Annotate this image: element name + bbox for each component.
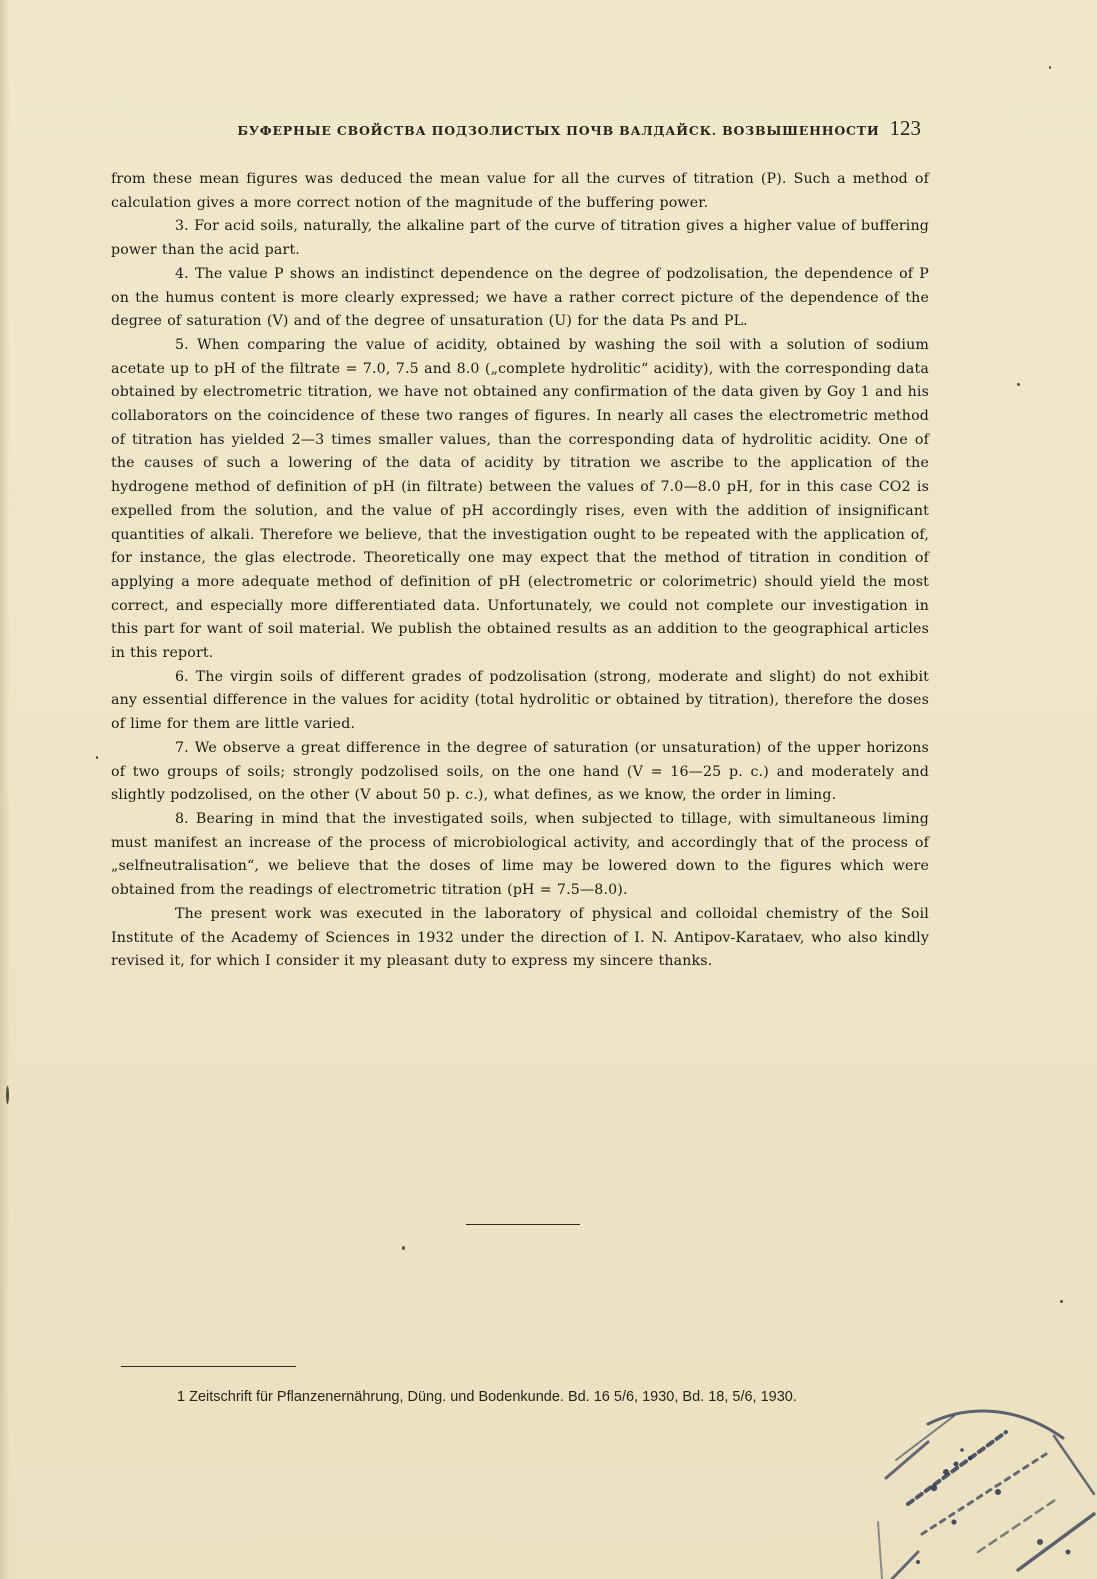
stamp-ink bbox=[878, 1411, 1094, 1579]
library-stamp bbox=[858, 1402, 1097, 1579]
footnote-rule bbox=[121, 1366, 296, 1367]
paper-speck bbox=[96, 756, 98, 759]
paper-speck bbox=[6, 1086, 9, 1104]
running-title: БУФЕРНЫЕ СВОЙСТВА ПОДЗОЛИСТЫХ ПОЧВ ВАЛДАЙСК. ВОЗВЫШЕННОСТИ bbox=[237, 123, 880, 138]
paper-speck bbox=[1017, 383, 1020, 386]
body-text bbox=[111, 168, 929, 974]
page-number: 123 bbox=[889, 116, 921, 140]
paragraph-continuation: from these mean figures was deduced the mean value for all the curves of titration (P). Such a method of calculation gives a more correct notion of the magnitude of the buffering power. bbox=[111, 171, 929, 211]
page-edge-shadow bbox=[0, 0, 10, 1579]
running-header bbox=[151, 116, 921, 142]
paragraph-point-6: 6. The virgin soils of different grades of podzolisation (strong, moderate and slight) do not exhibit any essential difference in the values for acidity (total hydrolitic or obtained by titration), therefore the doses of lime for them are little varied. bbox=[111, 668, 929, 733]
closing-rule bbox=[466, 1224, 580, 1225]
paper-speck bbox=[402, 1246, 405, 1250]
paragraph-point-5: 5. When comparing the value of acidity, obtained by washing the soil with a solution of sodium acetate up to pH of the filtrate = 7.0, 7.5 and 8.0 („complete hydrolitic“ acidity), with the corresponding data obtained by electrometric titration, we have not obtained any confirmation of the data given by Goy 1 and his collaborators on the coincidence of these two ranges of figures. In nearly all cases the electrometric method of titration has yielded 2—3 times smaller values, than the corresponding data of hydrolitic acidity. One of the causes of such a lowering of the data of acidity by titration we ascribe to the application of the hydrogene method of definition of pH (in filtrate) between the values of 7.0—8.0 pH, for in this case CO2 is expelled from the solution, and the value of pH accordingly rises, even with the addition of insignificant quantities of alkali. Therefore we believe, that the investigation ought to be repeated with the application of, for instance, the glas electrode. Theoretically one may expect that the method of titration in condition of applying a more adequate method of definition of pH (electrometric or colorimetric) should yield the most correct, and especially more differentiated data. Unfortunately, we could not complete our investigation in this part for want of soil material. We publish the obtained results as an addition to the geographical articles in this report. bbox=[111, 336, 929, 662]
paper-speck bbox=[1060, 1300, 1063, 1303]
paragraph-point-3: 3. For acid soils, naturally, the alkaline part of the curve of titration gives a higher value of buffering power than the acid part. bbox=[111, 218, 929, 259]
paper-speck bbox=[1049, 66, 1051, 69]
paragraph-acknowledgement: The present work was executed in the laboratory of physical and colloidal chemistry of the Soil Institute of the Academy of Sciences in 1932 under the direction of I. N. Antipov-Karataev, who also kindly revised it, for which I consider it my pleasant duty to express my sincere thanks. bbox=[111, 905, 929, 970]
paragraph-point-4: 4. The value P shows an indistinct dependence on the degree of podzolisation, the dependence of P on the humus content is more clearly expressed; we have a rather correct picture of the dependence of the degree of saturation (V) and of the degree of unsaturation (U) for the data Ps and PL. bbox=[111, 265, 929, 330]
footnote: 1 Zeitschrift für Pflanzenernährung, Düng. und Bodenkunde. Bd. 16 5/6, 1930, Bd. 18, 5/6, 1930. bbox=[177, 1389, 797, 1405]
paragraph-point-8: 8. Bearing in mind that the investigated soils, when subjected to tillage, with simultaneous liming must manifest an increase of the process of microbiological activity, and accordingly that of the process of „selfneutralisation“, we believe that the doses of lime may be lowered down to the figures which were obtained from the readings of electrometric titration (pH = 7.5—8.0). bbox=[111, 810, 929, 899]
paragraph-point-7: 7. We observe a great difference in the degree of saturation (or unsaturation) of the upper horizons of two groups of soils; strongly podzolised soils, on the one hand (V = 16—25 p. c.) and moderately and slightly podzolised, on the other (V about 50 p. c.), what defines, as we know, the order in liming. bbox=[111, 739, 929, 804]
